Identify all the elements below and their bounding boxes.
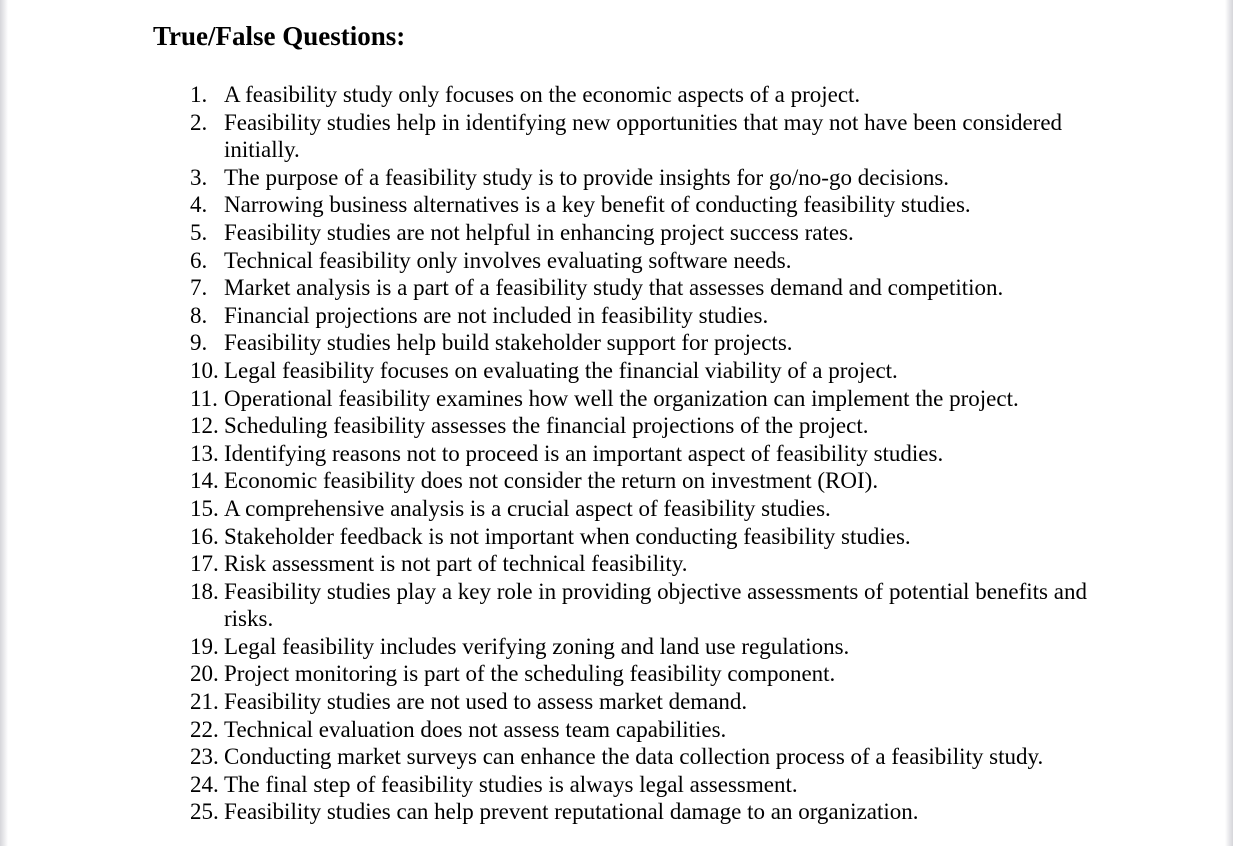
- question-text: Feasibility studies are not helpful in enhancing project success rates.: [224, 219, 854, 245]
- question-number-label: 6.: [190, 247, 208, 273]
- question-text: Feasibility studies can help prevent reputational damage to an organization.: [224, 799, 919, 825]
- question-item: [152, 357, 1102, 385]
- question-item: [152, 164, 1102, 192]
- question-text: Risk assessment is not part of technical feasibility.: [224, 551, 688, 577]
- question-item: [152, 716, 1102, 744]
- question-text: Feasibility studies play a key role in providing objective assessments of potential benefits and risks.: [224, 578, 1087, 632]
- question-number: [152, 798, 224, 826]
- question-number: [152, 247, 224, 275]
- question-text: Technical evaluation does not assess team capabilities.: [224, 716, 727, 742]
- question-text: A comprehensive analysis is a crucial aspect of feasibility studies.: [224, 495, 831, 521]
- question-text: Scheduling feasibility assesses the financial projections of the project.: [224, 413, 869, 439]
- question-number-label: 18.: [190, 578, 219, 604]
- question-number-label: 9.: [190, 330, 208, 356]
- question-number-label: 4.: [190, 192, 208, 218]
- question-item: [152, 274, 1102, 302]
- question-item: [152, 771, 1102, 799]
- question-item: [152, 440, 1102, 468]
- page-edge-right: [1225, 0, 1233, 846]
- question-list: [152, 81, 1102, 826]
- question-number-label: 19.: [190, 633, 219, 659]
- question-text: Feasibility studies help build stakeholder support for projects.: [224, 330, 793, 356]
- question-item: [152, 495, 1102, 523]
- question-number-label: 2.: [190, 109, 208, 135]
- question-number: [152, 550, 224, 578]
- question-number: [152, 274, 224, 302]
- question-number: [152, 633, 224, 661]
- question-item: [152, 191, 1102, 219]
- question-number: [152, 385, 224, 413]
- question-number-label: 15.: [190, 495, 219, 521]
- question-number-label: 21.: [190, 689, 219, 715]
- question-text: Legal feasibility focuses on evaluating the financial viability of a project.: [224, 357, 898, 383]
- question-item: [152, 302, 1102, 330]
- question-number-label: 20.: [190, 661, 219, 687]
- question-item: [152, 743, 1102, 771]
- question-item: [152, 109, 1102, 164]
- question-number-label: 12.: [190, 413, 219, 439]
- question-text: Legal feasibility includes verifying zoning and land use regulations.: [224, 633, 850, 659]
- question-item: [152, 247, 1102, 275]
- question-number-label: 17.: [190, 551, 219, 577]
- question-number-label: 1.: [190, 82, 208, 107]
- question-item: [152, 660, 1102, 688]
- question-item: [152, 467, 1102, 495]
- question-number-label: 13.: [190, 440, 219, 466]
- question-number-label: 16.: [190, 523, 219, 549]
- question-number-label: 5.: [190, 219, 208, 245]
- question-text: A feasibility study only focuses on the economic aspects of a project.: [224, 82, 861, 107]
- question-number: [152, 523, 224, 551]
- question-number-label: 22.: [190, 716, 219, 742]
- question-item: [152, 578, 1102, 633]
- question-number: [152, 440, 224, 468]
- question-number-label: 24.: [190, 771, 219, 797]
- question-number: [152, 743, 224, 771]
- question-text: Conducting market surveys can enhance the data collection process of a feasibility study.: [224, 744, 1044, 770]
- question-item: [152, 329, 1102, 357]
- question-number: [152, 329, 224, 357]
- question-item: [152, 688, 1102, 716]
- question-text: The final step of feasibility studies is always legal assessment.: [224, 771, 798, 797]
- question-number: [152, 191, 224, 219]
- question-number: [152, 357, 224, 385]
- question-text: Feasibility studies are not used to assess market demand.: [224, 689, 748, 715]
- question-number-label: 10.: [190, 357, 219, 383]
- question-number-label: 23.: [190, 744, 219, 770]
- question-number: [152, 219, 224, 247]
- question-item: [152, 523, 1102, 551]
- question-number: [152, 164, 224, 192]
- question-number-label: 3.: [190, 164, 208, 190]
- question-number: [152, 495, 224, 523]
- question-text: Identifying reasons not to proceed is an important aspect of feasibility studies.: [224, 440, 944, 466]
- question-text: Narrowing business alternatives is a key benefit of conducting feasibility studies.: [224, 192, 971, 218]
- question-text: Market analysis is a part of a feasibility study that assesses demand and competition.: [224, 275, 1004, 301]
- question-text: Project monitoring is part of the scheduling feasibility component.: [224, 661, 836, 687]
- question-text: Stakeholder feedback is not important when conducting feasibility studies.: [224, 523, 911, 549]
- question-number: [152, 109, 224, 137]
- question-text: Economic feasibility does not consider the return on investment (ROI).: [224, 468, 879, 494]
- question-number: [152, 771, 224, 799]
- question-number: [152, 412, 224, 440]
- question-number: [152, 660, 224, 688]
- question-item: [152, 798, 1102, 826]
- question-item: [152, 81, 1102, 109]
- question-item: [152, 412, 1102, 440]
- question-text: Operational feasibility examines how well the organization can implement the project.: [224, 385, 1019, 411]
- question-text: Technical feasibility only involves evaluating software needs.: [224, 247, 792, 273]
- question-number-label: 14.: [190, 468, 219, 494]
- question-text: The purpose of a feasibility study is to provide insights for go/no-go decisions.: [224, 164, 950, 190]
- question-item: [152, 385, 1102, 413]
- page-edge-left: [0, 0, 8, 846]
- question-number-label: 25.: [190, 799, 219, 825]
- question-text: Financial projections are not included in feasibility studies.: [224, 302, 769, 328]
- question-item: [152, 550, 1102, 578]
- question-number: [152, 716, 224, 744]
- question-number: [152, 302, 224, 330]
- question-number-label: 11.: [190, 385, 218, 411]
- question-number: [152, 578, 224, 606]
- question-number-label: 7.: [190, 275, 208, 301]
- question-text: Feasibility studies help in identifying new opportunities that may not have been considered initially.: [224, 109, 1063, 163]
- question-number: [152, 467, 224, 495]
- document-title: True/False Questions:: [153, 21, 406, 51]
- question-item: [152, 633, 1102, 661]
- question-item: [152, 219, 1102, 247]
- question-number: [152, 81, 224, 109]
- question-number: [152, 688, 224, 716]
- question-number-label: 8.: [190, 302, 208, 328]
